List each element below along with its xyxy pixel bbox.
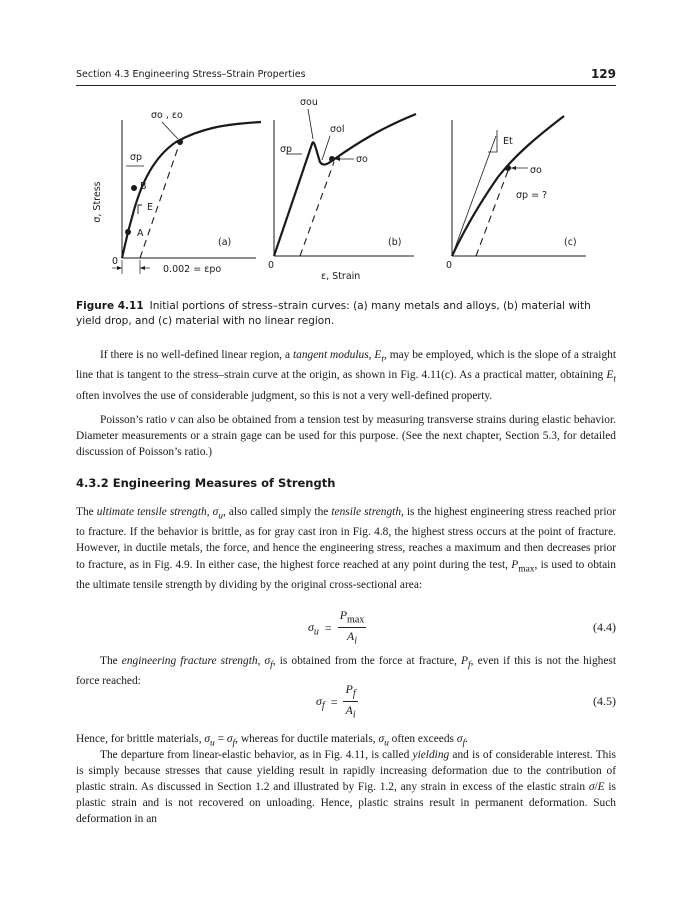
symbol-nu: ν [169, 414, 176, 426]
text-run: The [76, 506, 97, 518]
equation-4-4-number: (4.4) [593, 620, 616, 634]
equation-4-5-denominator [345, 702, 355, 722]
symbol-e: E [374, 349, 382, 361]
panel-a-offset-line [140, 142, 180, 258]
x-axis-label: ε, Strain [321, 271, 361, 282]
subscript-u: u [384, 738, 389, 749]
text-run: , is the highest engineering stress reached prior to fracture. If the behavior is brittle, as for gray cast iron in Fig. 4.8, the highest stress occurs at the point of fracture. However, in ductile metals, the force, and hence the engineering stress, reaches a maximum and then decreases prior to fracture, as in Fig. 4.9. In either case, the highest force reached at any point during the test, [76, 506, 617, 571]
panel-a-label-sigma-p: σp [130, 152, 143, 163]
eq-subscript: u [313, 626, 319, 638]
equals-sign: = [324, 620, 332, 635]
panel-b-yield-point [329, 156, 335, 162]
subscript-f: f [232, 738, 236, 749]
text-run: , also called simply the [222, 506, 332, 518]
panel-c-tangent-triangle [488, 130, 497, 152]
symbol-p: P [511, 558, 519, 571]
text-run: . [465, 733, 468, 745]
subscript-f: f [462, 738, 466, 749]
panel-b-label-sigma-ol: σol [330, 124, 345, 135]
text-run: The [100, 655, 122, 667]
text-run: often exceeds [388, 733, 457, 745]
symbol-sigma: σ [378, 733, 385, 745]
text-run: , may be employed, which is the slope of a straight line that is tangent to the stress–strain curve at the origin, as shown in Fig. 4.11(c). As a practical matter, obtaining [76, 349, 616, 382]
eq-symbol: A [345, 703, 353, 718]
equation-4-5-numerator [343, 682, 357, 702]
panel-a-yield-leader [162, 122, 178, 139]
equation-4-4 [76, 608, 616, 648]
panel-c-tangent-line [452, 136, 496, 256]
term-tangent-modulus: tangent modulus [292, 349, 369, 361]
panel-b-label-sigma-ou: σou [300, 97, 318, 108]
panel-c-origin: 0 [446, 260, 453, 271]
panel-a-yield-point [177, 139, 183, 145]
term-yielding: yielding [412, 749, 450, 761]
eq-symbol: σ [316, 693, 322, 708]
text-run: , is used to obtain the ultimate tensile strength by dividing by the original cross-sectional area: [76, 558, 616, 591]
panel-b-sigma-ou-leader [308, 109, 313, 139]
panel-c [446, 116, 586, 271]
symbol-sigma: σ [212, 506, 219, 518]
panel-a-slope-triangle [138, 205, 142, 214]
panel-c-sigma-o-arrowhead [511, 166, 516, 170]
subscript-u: u [210, 738, 215, 749]
panel-b-sigma-ol-leader [322, 136, 330, 160]
equation-4-5 [76, 682, 616, 722]
section-heading: 4.3.2 Engineering Measures of Strength [76, 476, 336, 490]
subscript-f: f [468, 660, 471, 671]
term-ultimate-tensile-strength: ultimate tensile strength [96, 506, 207, 518]
equation-4-4-numerator [338, 608, 367, 628]
eq-subscript: f [321, 700, 325, 712]
text-run: = [214, 733, 227, 745]
text-run: If there is no well-defined linear region, a [100, 349, 293, 361]
symbol-e: E [597, 781, 605, 794]
symbol-sigma: σ [226, 733, 233, 745]
header-rule [76, 85, 616, 86]
panel-b [268, 97, 416, 282]
equals-sign: = [330, 694, 338, 709]
equation-4-4-fraction [338, 608, 367, 649]
panel-b-tag: (b) [388, 237, 402, 248]
eq-subscript: max [347, 614, 365, 626]
symbol-p: P [461, 655, 469, 667]
panel-b-stress-strain-curve [274, 114, 416, 256]
panel-a-dim-arrowhead-right [140, 266, 145, 270]
figure-caption-text: Initial portions of stress–strain curves: (a) many metals and alloys, (b) material with yield drop, and (c) material with no linear region. [76, 300, 591, 327]
text-run: can also be obtained from a tension test by measuring transverse strains during elastic behavior. Diameter measurements or a strain gage can be used for this purpose. (See the next chapter, Section 5.3, for detailed discussion of Poisson’s ratio.) [76, 414, 616, 459]
symbol-sigma: σ [204, 733, 211, 745]
equation-4-5-expression [316, 682, 358, 723]
eq-symbol: P [339, 608, 348, 622]
figure-caption-label: Figure 4.11 [76, 300, 144, 312]
eq-symbol: A [346, 629, 355, 644]
equation-4-5-number: (4.5) [593, 694, 616, 708]
subscript-t: t [613, 374, 616, 385]
panel-c-label-et: Et [503, 136, 513, 147]
page-number: 129 [590, 67, 616, 81]
eq-subscript: i [352, 709, 356, 721]
header-section-title: Section 4.3 Engineering Stress–Strain Properties [76, 69, 306, 80]
eq-symbol: P [345, 682, 353, 696]
panel-b-offset-line [300, 162, 334, 256]
panel-a-tag: (a) [218, 237, 232, 248]
paragraph-ultimate-strength [76, 504, 616, 593]
subscript-t: t [381, 354, 384, 365]
text-run: , whereas for ductile materials, [235, 733, 379, 745]
paragraph-tangent-modulus [76, 347, 616, 404]
panel-a-label-b: B [140, 181, 147, 192]
paragraph-poisson-ratio [76, 412, 616, 460]
panel-a-point-a [125, 229, 131, 235]
text-run: , [206, 506, 213, 518]
text-run: , [368, 349, 375, 361]
panel-b-label-sigma-o: σo [356, 154, 368, 165]
eq-subscript: i [354, 635, 358, 647]
text-run: Poisson’s ratio [100, 414, 170, 426]
subscript-max: max [518, 563, 535, 574]
text-run: is plastic strain and is not recovered on unloading. Hence, plastic strains result in permanent deformation. Such deformation in an [76, 781, 616, 826]
equation-4-4-lhs [308, 620, 319, 637]
panel-a-origin: 0 [112, 256, 119, 267]
text-run: / [594, 781, 598, 794]
text-run: , is obtained from the force at fracture, [272, 655, 462, 667]
panel-c-label-sigma-o: σo [530, 165, 542, 176]
text-run: , [257, 655, 265, 667]
panel-a [92, 110, 261, 275]
panel-a-label-sigma-eps: σo , εo [151, 110, 183, 121]
figure-caption [76, 299, 616, 329]
text-run: Hence, for brittle materials, [76, 733, 205, 745]
equation-4-4-denominator [347, 628, 357, 648]
term-tensile-strength: tensile strength [331, 506, 402, 518]
symbol-sigma: σ [588, 781, 595, 794]
eq-subscript: f [352, 688, 356, 700]
panel-a-label-e: E [147, 202, 154, 213]
running-header [76, 67, 616, 83]
panel-c-tag: (c) [564, 237, 577, 248]
subscript-f: f [270, 660, 273, 671]
text-run: and is of considerable interest. This is simply because stresses that cause yielding result in rapidly increasing deformation due to the contribution of plastic strain. As discussed in Section 1.2 and illustrated by Fig. 1.2, any strain in excess of the elastic strain [76, 749, 616, 794]
eq-symbol: σ [308, 619, 314, 634]
equation-4-5-lhs [316, 694, 325, 711]
panel-c-offset-line [476, 168, 509, 256]
panel-b-label-sigma-p: σp [280, 144, 293, 155]
symbol-sigma: σ [264, 655, 271, 667]
equation-4-4-expression [308, 608, 366, 649]
figure-svg [76, 92, 616, 292]
term-engineering-fracture-strength: engineering fracture strength [121, 655, 258, 667]
panel-a-point-b [131, 185, 137, 191]
text-run: , even if this is not the highest force reached: [76, 655, 616, 688]
panel-a-label-a: A [137, 228, 144, 239]
panel-a-offset-label: 0.002 = εpo [163, 264, 222, 275]
paragraph-yielding [76, 747, 616, 827]
panel-c-label-sigma-p: σp = ? [516, 190, 548, 201]
panel-c-yield-point [505, 165, 511, 171]
figure-4-11 [76, 92, 616, 292]
symbol-sigma: σ [456, 733, 463, 745]
symbol-e: E [606, 369, 614, 382]
y-axis-label: σ, Stress [92, 181, 103, 223]
equation-4-5-fraction [343, 682, 357, 723]
subscript-u: u [218, 511, 223, 522]
text-run: often involves the use of considerable judgment, so this is not a very well-defined property. [76, 389, 493, 402]
text-run: The departure from linear-elastic behavior, as in Fig. 4.11, is called [100, 749, 413, 761]
panel-b-origin: 0 [268, 260, 275, 271]
